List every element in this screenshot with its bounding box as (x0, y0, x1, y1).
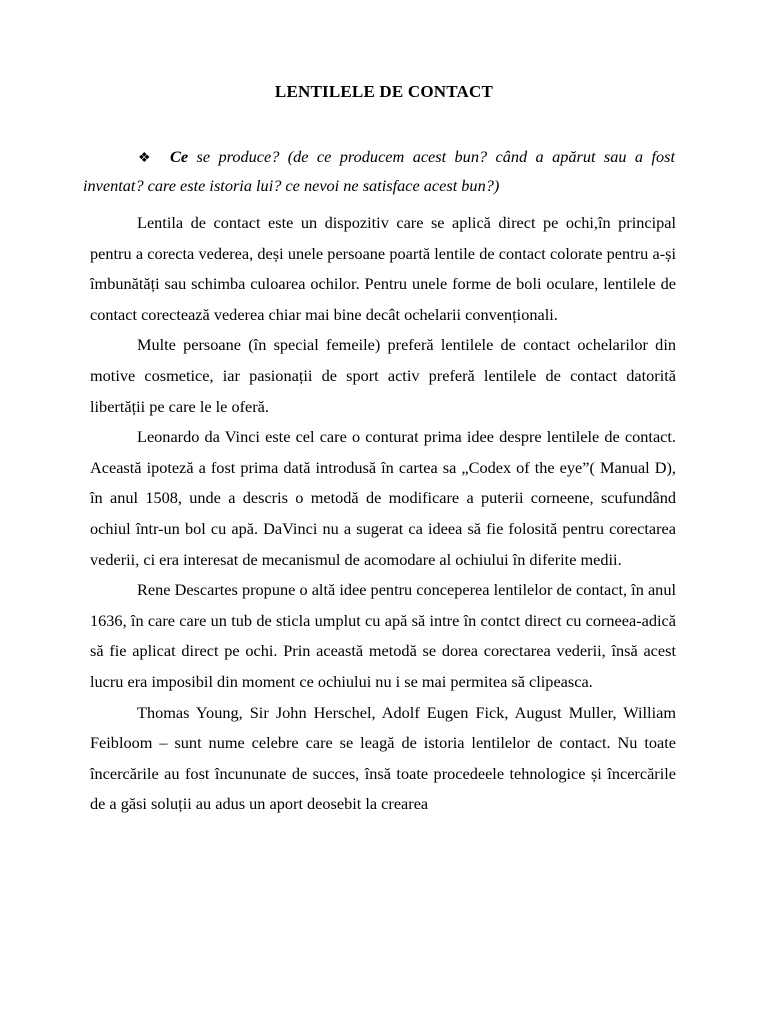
paragraph-descartes: Rene Descartes propune o altă idee pentru conceperea lentilelor de contact, în anul 1636, în care care un tub de sticla umplut cu apă să intre în contct direct cu corneea-adică să fie aplicat direct pe ochi. Prin această metodă se dorea corectarea vederii, însă acest lucru era imposibil din moment ce ochiului nu i se mai permitea să clipeasca. (90, 580, 676, 691)
paragraph-preferences: Multe persoane (în special femeile) preferă lentilele de contact ochelarilor din motive cosmetice, iar pasionații de sport activ preferă lentilele de contact datorită libertății pe care le le oferă. (90, 335, 676, 416)
question-text: se produce? (de ce producem acest bun? când a apărut sau a fost inventat? care este istoria lui? ce nevoi ne satisface acest bun?) (83, 147, 675, 195)
paragraph-da-vinci: Leonardo da Vinci este cel care o conturat prima idee despre lentilele de contact. Această ipoteză a fost prima dată introdusă în cartea sa „Codex of the eye”( Manual D), în anul 1508, unde a descris o metodă de modificare a puterii corneene, scufundând ochiul într-un bol cu apă. DaVinci nu a sugerat ca ideea să fie folosită pentru corectarea vederii, ci era interesat de mecanismul de acomodare al ochiului în diferite medii. (90, 427, 676, 569)
body-text (90, 208, 676, 820)
question-lead-word: Ce (170, 147, 189, 166)
paragraph-history-names: Thomas Young, Sir John Herschel, Adolf Eugen Fick, August Muller, William Feibloom – sunt nume celebre care se leagă de istoria lentilelor de contact. Nu toate încercările au fost încununate de succes, însă toate procedeele tehnologice și încercările de a găsi soluții au adus un aport deosebit la crearea (90, 702, 676, 814)
paragraph-definition: Lentila de contact este un dispozitiv care se aplică direct pe ochi,în principal pentru a corecta vederea, deși unele persoane poartă lentile de contact colorate pentru a-și îmbunătăți sau schimba culoarea ochilor. Pentru unele forme de boli oculare, lentilele de contact corectează vederea chiar mai bine decât ochelarii convenționali. (90, 213, 676, 324)
diamond-bullet-icon: ❖ (138, 151, 151, 166)
question-paragraph (83, 143, 675, 199)
document-title: LENTILELE DE CONTACT (274, 82, 494, 101)
